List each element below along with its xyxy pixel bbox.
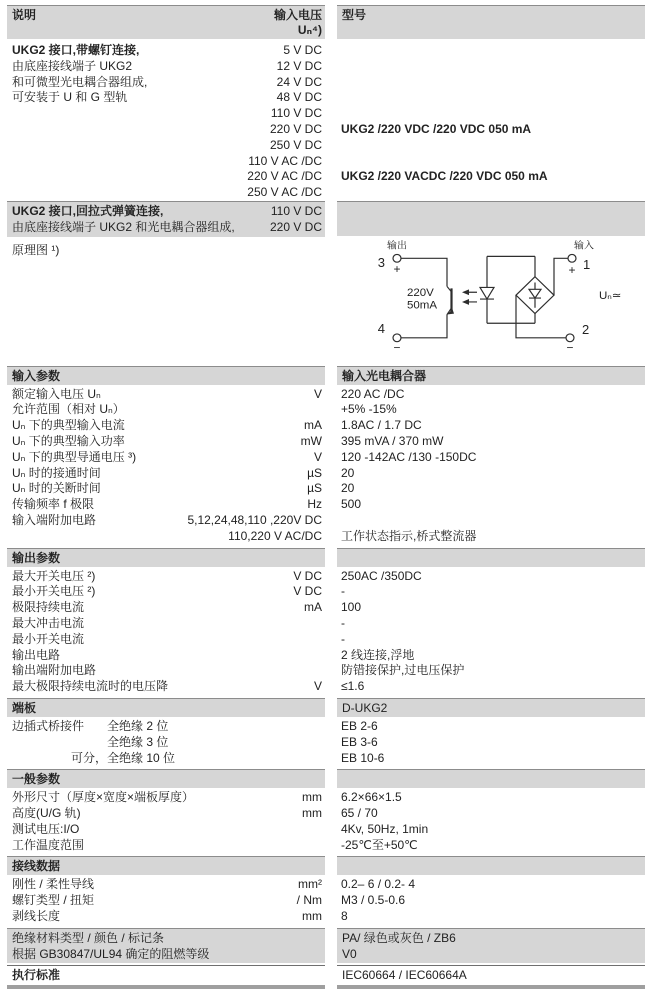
variant-row — [0, 185, 650, 201]
spec-row — [0, 822, 650, 838]
spec-label: 剥线长度 — [12, 909, 61, 924]
variant-description: 由底座接线端子 UKG2 — [12, 58, 133, 73]
voltage-value: 220 V DC — [269, 219, 322, 234]
spec-row — [0, 387, 650, 403]
rated-voltage: 220V — [407, 286, 434, 299]
spec-value: 220 AC /DC — [341, 386, 405, 401]
spec-label: 外形尺寸（厚度×宽度×端板厚度） — [12, 790, 195, 805]
spec-value: 0.2– 6 / 0.2- 4 — [341, 877, 416, 892]
table-header — [0, 5, 650, 39]
output-plus-sign: + — [393, 261, 401, 276]
schematic-block — [0, 237, 650, 363]
spec-row — [0, 893, 650, 909]
spec-row — [0, 616, 650, 632]
spec-unit: / Nm — [296, 893, 322, 908]
header-input-voltage: 输入电压 Uₙ⁴) — [273, 8, 322, 37]
section-band-value: D-UKG2 — [337, 698, 645, 717]
spec-row — [0, 663, 650, 679]
section-band-end-plate — [0, 698, 650, 717]
terminal-circle-1 — [568, 254, 576, 262]
model-number — [337, 106, 645, 122]
spec-unit: µS — [307, 481, 322, 496]
light-arrowhead-2 — [462, 299, 469, 305]
terminal-number-2: 2 — [582, 321, 590, 337]
spec-unit: mm — [302, 909, 322, 924]
spec-value: 500 — [341, 497, 362, 512]
rated-current: 50mA — [407, 299, 438, 312]
section-title: 输入参数 — [7, 366, 325, 385]
spec-unit: 5,12,24,48,110 ,220V DC — [187, 512, 322, 527]
spec-value: - — [341, 584, 345, 599]
section-title: 一般参数 — [7, 769, 325, 788]
section-band-value: 输入光电耦合器 — [337, 366, 645, 385]
spec-unit: V DC — [293, 568, 322, 583]
spec-label: 最大极限持续电流时的电压降 — [12, 679, 169, 694]
terminal-circle-3 — [393, 254, 401, 262]
variant-row — [0, 90, 650, 106]
spec-label: Uₙ 下的典型导通电压 ³) — [12, 449, 137, 464]
spec-row — [0, 434, 650, 450]
spec-label: 高度(U/G 轨) — [12, 806, 81, 821]
voltage-value: 220 V AC /DC — [247, 169, 322, 184]
spec-label: 额定输入电压 Uₙ — [12, 386, 101, 401]
spec-label: 输出电路 — [12, 647, 61, 662]
terminal-number-4: 4 — [377, 320, 385, 336]
spec-unit: V — [313, 679, 322, 694]
standards-value: IEC60664 / IEC60664A — [337, 965, 645, 985]
section-band-wiring-data — [0, 856, 650, 875]
spec-label: Uₙ 时的接通时间 — [12, 465, 101, 480]
section-title: 端板 — [7, 698, 325, 717]
spec-row — [0, 790, 650, 806]
spec-unit: 110,220 V AC/DC — [228, 528, 322, 543]
voltage-value: 110 V DC — [270, 106, 322, 121]
spec-value: ≤1.6 — [341, 679, 365, 694]
spec-label: 极限持续电流 — [12, 600, 85, 615]
input-plus-sign: + — [568, 262, 576, 277]
spec-unit: mA — [304, 418, 322, 433]
spec-row — [0, 719, 650, 735]
variant-row — [0, 154, 650, 170]
spec-value: 20 — [341, 481, 355, 496]
model-number — [337, 185, 645, 201]
spec-unit: mm — [302, 806, 322, 821]
spec-row — [0, 584, 650, 600]
spec-row — [0, 600, 650, 616]
spec-label: 工作温度范围 — [12, 837, 85, 852]
spec-row — [0, 632, 650, 648]
input-minus-sign: − — [566, 340, 574, 354]
model-number — [337, 154, 645, 170]
model-number — [337, 138, 645, 154]
voltage-value: 250 V DC — [269, 137, 322, 152]
spec-value: V0 — [342, 946, 357, 961]
bottom-rule — [0, 985, 650, 989]
spec-row — [0, 402, 650, 418]
header-description: 说明 — [12, 8, 37, 22]
spec-sublabel: 全绝缘 10 位 — [107, 750, 176, 765]
spec-label: 根据 GB30847/UL94 确定的阻燃等级 — [12, 946, 210, 961]
spec-row — [0, 679, 650, 695]
model-number — [337, 43, 645, 59]
spec-label: 可分， — [70, 750, 107, 765]
spec-value: - — [341, 631, 345, 646]
section-band-value — [337, 769, 645, 788]
spec-value: -25℃至+50℃ — [341, 837, 418, 852]
model-number — [337, 90, 645, 106]
voltage-value: 24 V DC — [276, 74, 322, 89]
spec-label: 边插式桥接件 — [12, 718, 85, 733]
spec-label: 螺钉类型 / 扭矩 — [12, 893, 95, 908]
input-top-wire — [554, 258, 568, 295]
variant-row — [12, 220, 322, 236]
section-title: 输出参数 — [7, 548, 325, 567]
spec-unit: mm² — [298, 877, 322, 892]
header-model: 型号 — [337, 5, 645, 39]
spec-row — [0, 751, 650, 767]
spec-value: 8 — [341, 909, 348, 924]
light-arrowhead-1 — [462, 289, 469, 295]
spring-variant-block — [0, 201, 650, 237]
variant-row — [0, 59, 650, 75]
spec-label: 最大冲击电流 — [12, 615, 85, 630]
variant-row — [0, 169, 650, 185]
spec-unit: µS — [307, 465, 322, 480]
spec-value: - — [341, 615, 345, 630]
output-bottom-wire — [401, 314, 447, 337]
spec-value: PA/ 绿色或灰色 / ZB6 — [342, 930, 456, 945]
variant-description: 由底座接线端子 UKG2 和光电耦合器组成, — [12, 219, 235, 234]
variant-row — [0, 43, 650, 59]
voltage-value: 110 V AC /DC — [248, 153, 322, 168]
spec-row — [0, 450, 650, 466]
spec-value: EB 3-6 — [341, 734, 378, 749]
spec-value: 65 / 70 — [341, 806, 378, 821]
variant-row — [0, 106, 650, 122]
schematic-label: 原理图 ¹) — [12, 242, 60, 257]
variant-description: 可安装于 U 和 G 型轨 — [12, 90, 128, 105]
spec-value: 100 — [341, 600, 362, 615]
terminal-number-1: 1 — [583, 256, 591, 272]
terminal-number-3: 3 — [377, 254, 385, 270]
spec-unit: mm — [302, 790, 322, 805]
spec-row — [0, 838, 650, 854]
spec-row — [0, 418, 650, 434]
spec-label: Uₙ 下的典型输入电流 — [12, 418, 125, 433]
collector-lead — [447, 286, 451, 291]
standards-label: 执行标准 — [7, 965, 325, 985]
variant-description: 和可微型光电耦合器组成, — [12, 74, 148, 89]
spec-label: Uₙ 时的关断时间 — [12, 481, 101, 496]
variant-row — [0, 122, 650, 138]
spec-label: 绝缘材料类型 / 颜色 / 标记条 — [12, 930, 165, 945]
spec-row — [0, 735, 650, 751]
section-band-value — [337, 856, 645, 875]
section-title: 接线数据 — [7, 856, 325, 875]
spec-value: 1.8AC / 1.7 DC — [341, 418, 422, 433]
spec-label: 刚性 / 柔性导线 — [12, 877, 95, 892]
variant-row — [0, 138, 650, 154]
spec-value: 6.2×66×1.5 — [341, 790, 402, 805]
spec-label: Uₙ 下的典型输入功率 — [12, 433, 125, 448]
model-number — [337, 59, 645, 75]
spec-row — [0, 481, 650, 497]
spec-value: 20 — [341, 465, 355, 480]
spec-row — [0, 569, 650, 585]
voltage-value: 5 V DC — [283, 43, 322, 57]
spec-label: 允许范围（相对 Uₙ） — [12, 402, 125, 417]
spec-unit: V — [313, 386, 322, 401]
insulation-block — [0, 928, 650, 964]
spec-row — [0, 466, 650, 482]
standards-row — [0, 965, 650, 985]
spec-label: 测试电压:I/O — [12, 821, 80, 836]
spec-unit: mW — [300, 433, 322, 448]
spec-label: 传输频率 f 极限 — [12, 497, 95, 512]
spec-label: 输出端附加电路 — [12, 663, 97, 678]
voltage-value: 220 V DC — [269, 121, 322, 136]
voltage-value: 250 V AC /DC — [247, 185, 322, 200]
spec-value: 395 mVA / 370 mW — [341, 433, 444, 448]
voltage-value: 12 V DC — [276, 58, 322, 73]
output-label: 输出 — [387, 240, 407, 252]
spec-label: 输入端附加电路 — [12, 512, 97, 527]
spec-row — [0, 529, 650, 545]
spec-value: 250AC /350DC — [341, 568, 422, 583]
spec-unit: V — [313, 449, 322, 464]
section-band-input-params — [0, 366, 650, 385]
bridge-rectifier-symbol — [516, 276, 554, 313]
spec-label — [12, 529, 228, 545]
spec-label: 最小开关电流 — [12, 631, 85, 646]
spec-row — [0, 909, 650, 925]
input-label: 输入 — [574, 240, 594, 252]
spec-value: 2 线连接,浮地 — [341, 647, 415, 662]
output-minus-sign: − — [393, 340, 401, 354]
spec-unit: V DC — [293, 584, 322, 599]
spec-row — [0, 806, 650, 822]
section-band-general-params — [0, 769, 650, 788]
spec-value: 工作状态指示,桥式整流器 — [341, 528, 477, 543]
model-number — [337, 75, 645, 91]
spec-label: 最小开关电压 ²) — [12, 584, 96, 599]
section-band-value — [337, 548, 645, 567]
un-symbol: Uₙ≃ — [599, 289, 622, 302]
spec-value: 防错接保护,过电压保护 — [341, 663, 465, 678]
spec-value: +5% -15% — [341, 402, 397, 417]
spec-label: 最大开关电压 ²) — [12, 568, 96, 583]
model-number: UKG2 /220 VDC /220 VDC 050 mA — [341, 121, 532, 136]
voltage-value: 110 V DC — [270, 203, 322, 218]
output-top-wire — [401, 258, 447, 286]
spec-row — [0, 877, 650, 893]
spec-row — [0, 648, 650, 664]
variant-description: UKG2 接口,回拉式弹簧连接, — [12, 203, 164, 218]
section-band-output-params — [0, 548, 650, 567]
circuit-schematic — [337, 237, 645, 363]
variant-row — [0, 75, 650, 91]
spec-row — [0, 497, 650, 513]
spec-sublabel: 全绝缘 2 位 — [107, 718, 169, 733]
spec-unit: mA — [304, 600, 322, 615]
spec-value: 120 -142AC /130 -150DC — [341, 449, 477, 464]
spec-unit: Hz — [307, 497, 322, 512]
spec-sublabel: 全绝缘 3 位 — [107, 734, 169, 749]
variant-row — [12, 204, 322, 220]
spec-label — [12, 735, 107, 751]
voltage-value: 48 V DC — [276, 90, 322, 105]
variant-description: UKG2 接口,带螺钉连接, — [12, 43, 140, 57]
spring-block-right-band — [337, 201, 645, 236]
spec-value: 4Kv, 50Hz, 1min — [341, 821, 429, 836]
spec-value: M3 / 0.5-0.6 — [341, 893, 406, 908]
spec-row — [0, 513, 650, 529]
led-symbol — [480, 287, 494, 299]
model-number: UKG2 /220 VACDC /220 VDC 050 mA — [341, 169, 548, 184]
spec-value: EB 2-6 — [341, 718, 378, 733]
spec-value: EB 10-6 — [341, 750, 385, 765]
spec-value — [337, 513, 645, 529]
